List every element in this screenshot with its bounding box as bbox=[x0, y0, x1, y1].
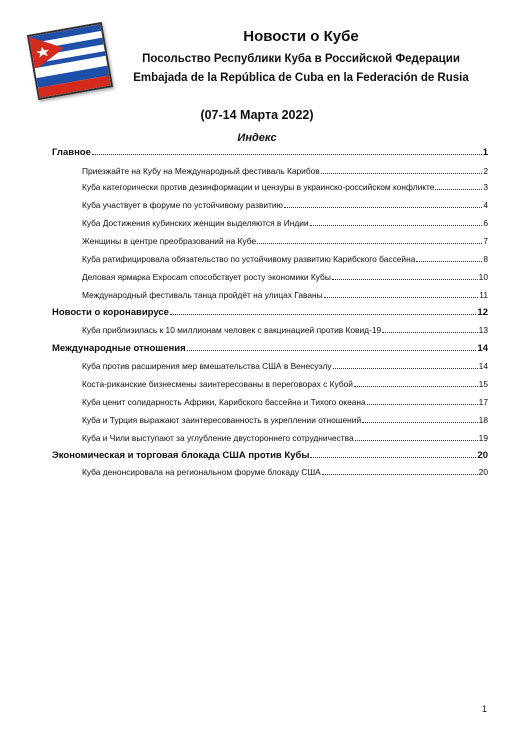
toc-page-number: 12 bbox=[477, 307, 488, 318]
toc-item-title: Женщины в центре преобразований на Кубе bbox=[82, 236, 257, 246]
toc-item-title: Международный фестиваль танца пройдёт на улицах Гаваны bbox=[82, 290, 323, 300]
toc-section[interactable] bbox=[52, 147, 488, 158]
embassy-name-ru: Посольство Республики Куба в Российской Федерации bbox=[142, 53, 460, 65]
toc-item[interactable] bbox=[52, 290, 488, 300]
toc-item[interactable] bbox=[52, 467, 488, 477]
toc-item[interactable] bbox=[52, 325, 488, 335]
toc-item[interactable] bbox=[52, 397, 488, 407]
toc-page-number: 14 bbox=[478, 361, 488, 371]
toc-page-number: 14 bbox=[477, 343, 488, 354]
toc-page-number: 20 bbox=[478, 467, 488, 477]
toc-section[interactable] bbox=[52, 307, 488, 318]
toc-item-title: Куба против расширения мер вмешательства США в Венесуэлу bbox=[82, 361, 332, 371]
toc-item-title: Куба денонсировала на региональном форуме блокаду США bbox=[82, 467, 321, 477]
toc-item-title: Куба ратифицировала обязательство по устойчивому развитию Карибского бассейна bbox=[82, 254, 416, 264]
toc-item-title: Коста-риканские бизнесмены заинтересованы в переговорах с Кубой bbox=[82, 379, 353, 389]
toc-page-number: 13 bbox=[478, 325, 488, 335]
toc-section[interactable] bbox=[52, 343, 488, 354]
toc-page-number: 10 bbox=[478, 272, 488, 282]
toc-item-title: Куба и Чили выступают за углубление двустороннего сотрудничества bbox=[82, 433, 354, 443]
document-title: Новости о Кубе bbox=[243, 28, 359, 45]
toc-item-title: Приезжайте на Кубу на Международный фестиваль Карибов bbox=[82, 166, 320, 176]
embassy-name-es: Embajada de la República de Cuba en la Federación de Rusia bbox=[133, 72, 469, 84]
toc-item[interactable] bbox=[52, 236, 488, 246]
toc-item[interactable] bbox=[52, 218, 488, 228]
toc-item[interactable] bbox=[52, 415, 488, 425]
cuba-russia-flag-icon bbox=[27, 22, 113, 100]
toc-section-title: Главное bbox=[52, 147, 91, 158]
toc-section-title: Экономическая и торговая блокада США против Кубы bbox=[52, 450, 310, 461]
toc-page-number: 19 bbox=[478, 433, 488, 443]
date-range: (07-14 Марта 2022) bbox=[200, 108, 314, 122]
toc-page-number: 3 bbox=[483, 182, 488, 192]
toc-page-number: 11 bbox=[479, 290, 488, 300]
toc-page-number: 8 bbox=[483, 254, 488, 264]
toc-page-number: 1 bbox=[482, 147, 488, 158]
toc-item[interactable] bbox=[52, 254, 488, 264]
toc-item-title: Куба категорически против дезинформации и цензуры в украинско-российском конфликте bbox=[82, 182, 435, 192]
toc-page-number: 15 bbox=[478, 379, 488, 389]
toc-page-number: 4 bbox=[483, 200, 488, 210]
toc-section-title: Новости о коронавирусе bbox=[52, 307, 169, 318]
toc-item[interactable] bbox=[52, 272, 488, 282]
toc-item[interactable] bbox=[52, 379, 488, 389]
toc-page-number: 17 bbox=[478, 397, 488, 407]
toc-item[interactable] bbox=[52, 166, 488, 176]
index-heading: Индекс bbox=[237, 132, 277, 144]
toc-page-number: 6 bbox=[483, 218, 488, 228]
toc-item[interactable] bbox=[52, 361, 488, 371]
toc-section[interactable] bbox=[52, 450, 488, 461]
toc-item[interactable] bbox=[52, 200, 488, 210]
toc-page-number: 20 bbox=[477, 450, 488, 461]
toc-item-title: Куба Достижения кубинских женщин выделяются в Индии bbox=[82, 218, 309, 228]
toc-item-title: Куба участвует в форуме по устойчивому развитию bbox=[82, 200, 283, 210]
toc-item[interactable] bbox=[52, 182, 488, 192]
toc-page-number: 7 bbox=[483, 236, 488, 246]
toc-page-number: 2 bbox=[483, 166, 488, 176]
toc-item[interactable] bbox=[52, 433, 488, 443]
page-number: 1 bbox=[482, 704, 488, 714]
toc-section-title: Международные отношения bbox=[52, 343, 186, 354]
toc-item-title: Куба и Турция выражают заинтересованность в укреплении отношений bbox=[82, 415, 362, 425]
toc-item-title: Куба приблизилась к 10 миллионам человек с вакцинацией против Ковид-19 bbox=[82, 325, 382, 335]
toc-page-number: 18 bbox=[478, 415, 488, 425]
toc-item-title: Куба ценит солидарность Африки, Карибского бассейна и Тихого океана bbox=[82, 397, 366, 407]
toc-item-title: Деловая ярмарка Expocam способствует росту экономики Кубы bbox=[82, 272, 331, 282]
